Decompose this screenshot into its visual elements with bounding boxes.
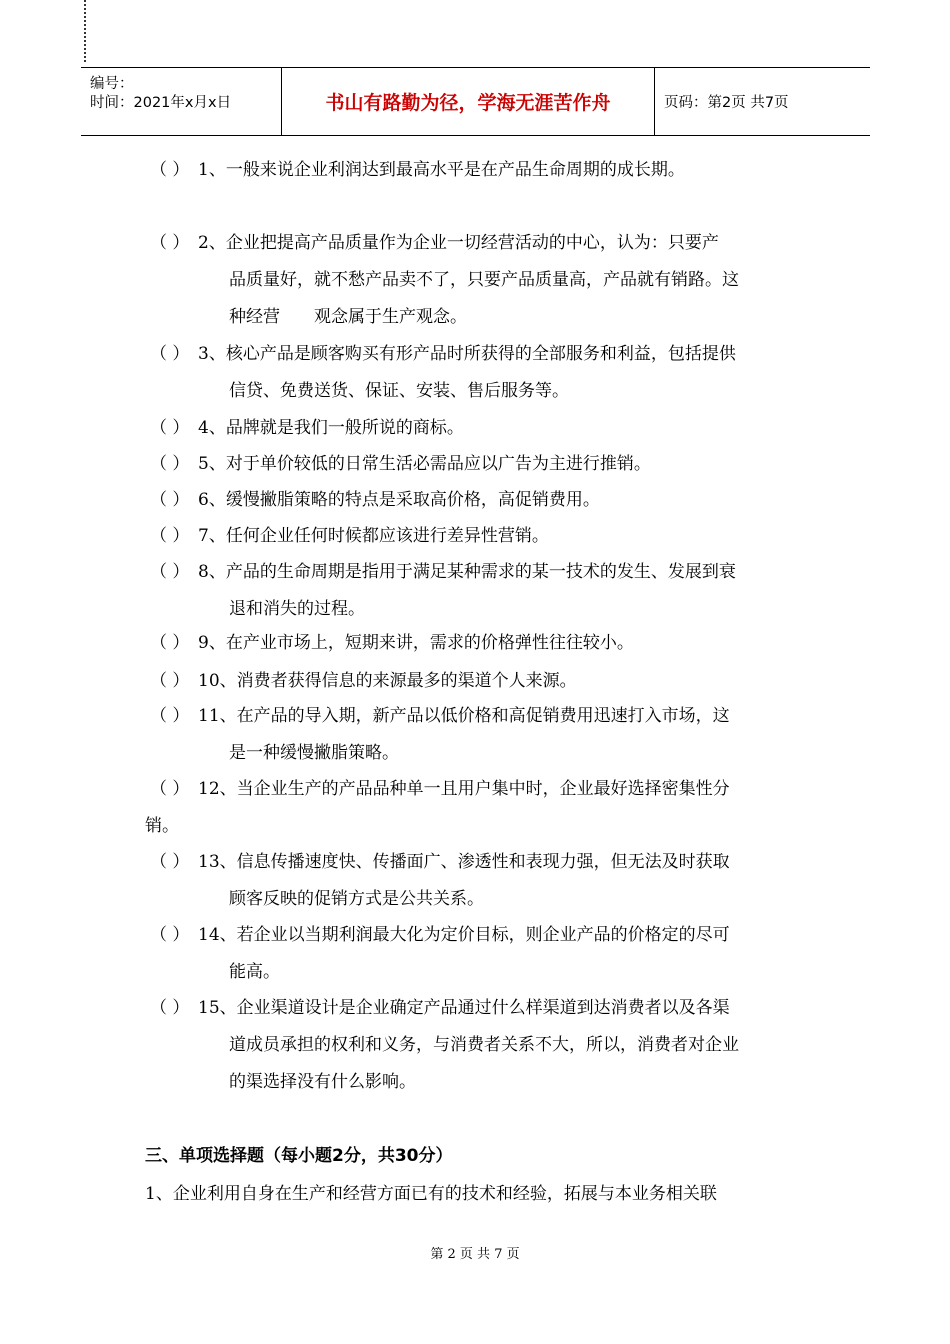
question-text: 2、企业把提高产品质量作为企业一切经营活动的中心，认为：只要产 (198, 233, 719, 253)
answer-blank[interactable]: （ ） (150, 671, 190, 691)
question-text: 4、品牌就是我们一般所说的商标。 (198, 418, 464, 438)
question-text: 12、当企业生产的产品品种单一且用户集中时，企业最好选择密集性分 (198, 779, 730, 799)
page-header (81, 67, 870, 136)
question-text: 10、消费者获得信息的来源最多的渠道个人来源。 (198, 671, 577, 691)
header-meta (81, 68, 281, 135)
question-text-continuation: 销。 (145, 816, 179, 836)
question-text-continuation: 是一种缓慢撇脂策略。 (229, 743, 399, 763)
question-text: 15、企业渠道设计是企业确定产品通过什么样渠道到达消费者以及各渠 (198, 998, 730, 1018)
question-text: 13、信息传播速度快、传播面广、渗透性和表现力强，但无法及时获取 (198, 852, 730, 872)
answer-blank[interactable]: （ ） (150, 925, 190, 945)
question-text: 11、在产品的导入期，新产品以低价格和高促销费用迅速打入市场，这 (198, 706, 730, 726)
question-text: 6、缓慢撇脂策略的特点是采取高价格，高促销费用。 (198, 490, 600, 510)
time-label: 时间：2021年x月x日 (90, 95, 232, 111)
question-text-continuation: 信贷、免费送货、保证、安装、售后服务等。 (229, 381, 569, 401)
question-text: 5、对于单价较低的日常生活必需品应以广告为主进行推销。 (198, 454, 651, 474)
answer-blank[interactable]: （ ） (150, 706, 190, 726)
answer-blank[interactable]: （ ） (150, 852, 190, 872)
question-text: 9、在产业市场上，短期来讲，需求的价格弹性往往较小。 (198, 633, 634, 653)
answer-blank[interactable]: （ ） (150, 779, 190, 799)
answer-blank[interactable]: （ ） (150, 633, 190, 653)
answer-blank[interactable]: （ ） (150, 490, 190, 510)
section-title: 三、单项选择题（每小题2分，共30分） (145, 1146, 453, 1166)
answer-blank[interactable]: （ ） (150, 562, 190, 582)
answer-blank[interactable]: （ ） (150, 998, 190, 1018)
question-text-continuation: 品质量好，就不愁产品卖不了，只要产品质量高，产品就有销路。这 (229, 270, 739, 290)
answer-blank[interactable]: （ ） (150, 233, 190, 253)
question-text-continuation: 顾客反映的促销方式是公共关系。 (229, 889, 484, 909)
question-text: 3、核心产品是顾客购买有形产品时所获得的全部服务和利益，包括提供 (198, 344, 736, 364)
question-text-continuation: 种经营 观念属于生产观念。 (229, 307, 467, 327)
answer-blank[interactable]: （ ） (150, 418, 190, 438)
number-label: 编号： (90, 76, 134, 92)
answer-blank[interactable]: （ ） (150, 344, 190, 364)
header-page-code: 页码：第2页 共7页 (664, 95, 789, 111)
question-text-continuation: 退和消失的过程。 (229, 599, 365, 619)
question-text-continuation: 能高。 (229, 962, 280, 982)
header-divider (654, 68, 655, 135)
question-text: 7、任何企业任何时候都应该进行差异性营销。 (198, 526, 549, 546)
question-text-continuation: 的渠选择没有什么影响。 (229, 1072, 416, 1092)
answer-blank[interactable]: （ ） (150, 526, 190, 546)
header-motto: 书山有路勤为径，学海无涯苦作舟 (325, 92, 611, 114)
mc-question-1-line: 1、企业利用自身在生产和经营方面已有的技术和经验，拓展与本业务相关联 (145, 1184, 717, 1204)
question-text: 14、若企业以当期利润最大化为定价目标，则企业产品的价格定的尽可 (198, 925, 730, 945)
answer-blank[interactable]: （ ） (150, 160, 190, 180)
page-footer: 第 2 页 共 7 页 (430, 1247, 520, 1262)
question-text: 8、产品的生命周期是指用于满足某种需求的某一技术的发生、发展到衰 (198, 562, 736, 582)
question-text-continuation: 道成员承担的权利和义务，与消费者关系不大，所以，消费者对企业 (229, 1035, 739, 1055)
answer-blank[interactable]: （ ） (150, 454, 190, 474)
binding-line (84, 0, 86, 62)
question-text: 1、一般来说企业利润达到最高水平是在产品生命周期的成长期。 (198, 160, 685, 180)
